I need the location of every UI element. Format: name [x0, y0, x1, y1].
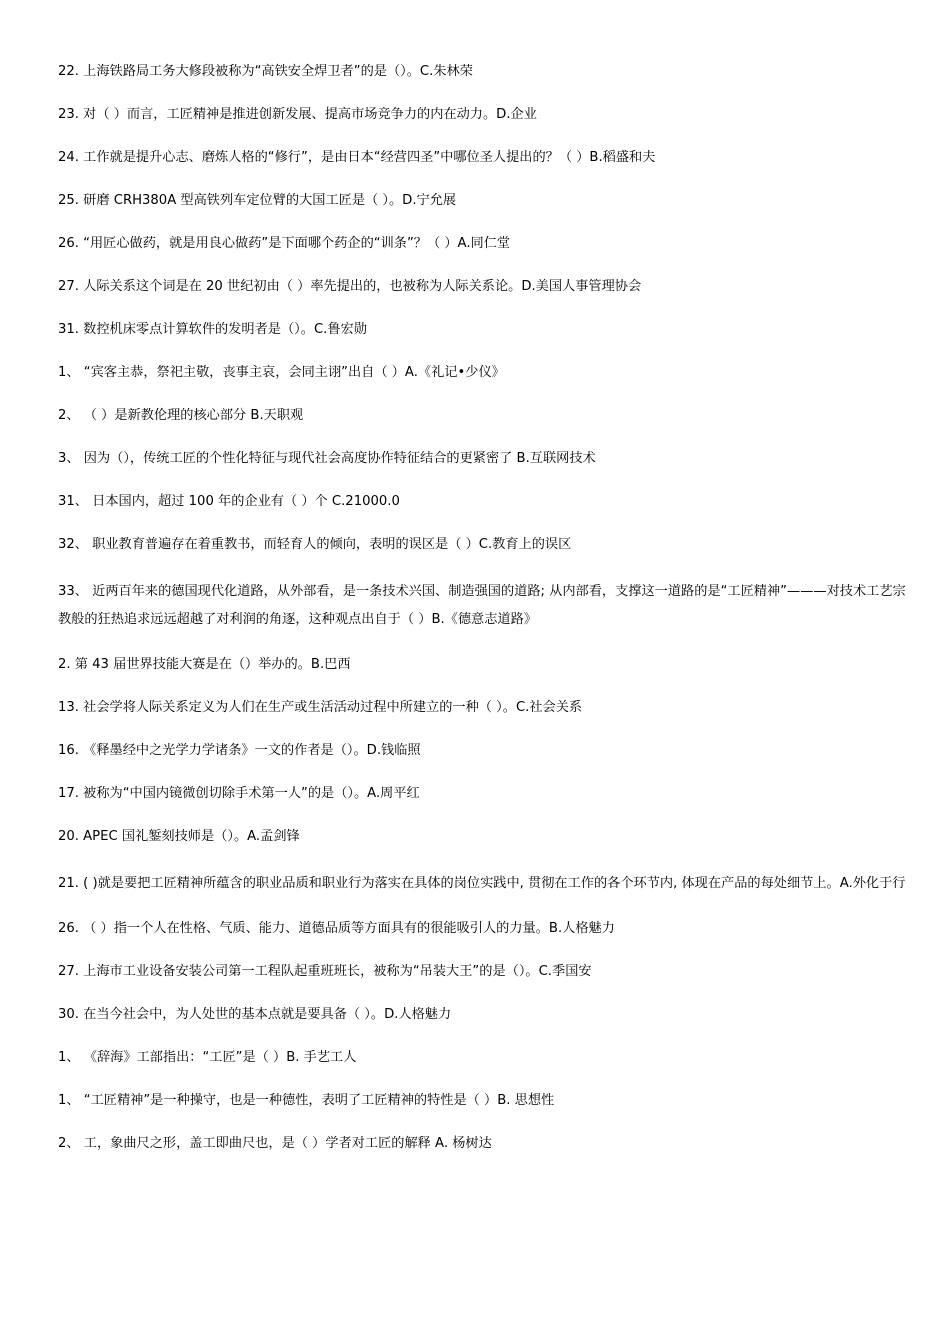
question-line: 1、 “宾客主恭，祭祀主敬，丧事主哀，会同主诩”出自（ ）A.《礼记•少仪》 — [58, 365, 505, 380]
question-line: 30. 在当今社会中，为人处世的基本点就是要具备（ ）。D.人格魅力 — [58, 1007, 452, 1022]
question-line: 26. “用匠心做药，就是用良心做药”是下面哪个药企的“训条”？（ ）A.同仁堂 — [58, 236, 511, 251]
question-line: 22. 上海铁路局工务大修段被称为“高铁安全焊卫者”的是（）。C.朱林荣 — [58, 64, 473, 79]
question-line: 1、 “工匠精神”是一种操守，也是一种德性，表明了工匠精神的特性是（ ）B. 思想性 — [58, 1093, 555, 1108]
question-line: 2、 工，象曲尺之形，盖工即曲尺也，是（ ）学者对工匠的解释 A. 杨树达 — [58, 1136, 492, 1151]
question-line: 32、 职业教育普遍存在着重教书，而轻育人的倾向，表明的误区是（ ）C.教育上的误区 — [58, 537, 572, 552]
question-line: 2. 第 43 届世界技能大赛是在（）举办的。B.巴西 — [58, 657, 351, 672]
question-line: 13. 社会学将人际关系定义为人们在生产或生活活动过程中所建立的一种（ ）。C.社会关系 — [58, 700, 583, 715]
question-line: 20. APEC 国礼錾刻技师是（）。A.孟剑锋 — [58, 829, 300, 844]
question-line: 31. 数控机床零点计算软件的发明者是（）。C.鲁宏勋 — [58, 322, 367, 337]
question-line: 27. 人际关系这个词是在 20 世纪初由（ ）率先提出的，也被称为人际关系论。D.美国人事管理协会 — [58, 279, 642, 294]
question-line: 2、 （ ）是新教伦理的核心部分 B.天职观 — [58, 408, 304, 423]
document-body — [58, 62, 908, 1177]
question-line: 24. 工作就是提升心志、磨炼人格的“修行”，是由日本“经营四圣”中哪位圣人提出的？（ ）B.稻盛和夫 — [58, 150, 656, 165]
question-line: 16. 《释墨经中之光学力学诸条》一文的作者是（）。D.钱临照 — [58, 743, 421, 758]
question-line: 21. ( )就是要把工匠精神所蕴含的职业品质和职业行为落实在具体的岗位实践中, 贯彻在工作的各个环节内, 体现在产品的每处细节上。A.外化于行 — [58, 876, 906, 891]
question-line: 25. 研磨 CRH380A 型高铁列车定位臂的大国工匠是（ ）。D.宁允展 — [58, 193, 457, 208]
question-line: 23. 对（ ）而言，工匠精神是推进创新发展、提高市场竞争力的内在动力。D.企业 — [58, 107, 537, 122]
question-line: 27. 上海市工业设备安装公司第一工程队起重班班长，被称为“吊装大王”的是（）。C.季国安 — [58, 964, 592, 979]
question-line: 1、 《辞海》工部指出：“工匠”是（ ）B. 手艺工人 — [58, 1050, 357, 1065]
question-line: 3、 因为（），传统工匠的个性化特征与现代社会高度协作特征结合的更紧密了 B.互联网技术 — [58, 451, 596, 466]
question-line: 33、 近两百年来的德国现代化道路，从外部看，是一条技术兴国、制造强国的道路; 从内部看，支撑这一道路的是“工匠精神”———对技术工艺宗教般的狂热追求远远超越了对利润的角逐，这种观点出自于（ ）B.《德意志道路》 — [58, 584, 906, 627]
question-line: 17. 被称为“中国内镜微创切除手术第一人”的是（）。A.周平红 — [58, 786, 420, 801]
question-line: 31、 日本国内，超过 100 年的企业有（ ）个 C.21000.0 — [58, 494, 400, 509]
question-line: 26. （ ）指一个人在性格、气质、能力、道德品质等方面具有的很能吸引人的力量。B.人格魅力 — [58, 921, 615, 936]
